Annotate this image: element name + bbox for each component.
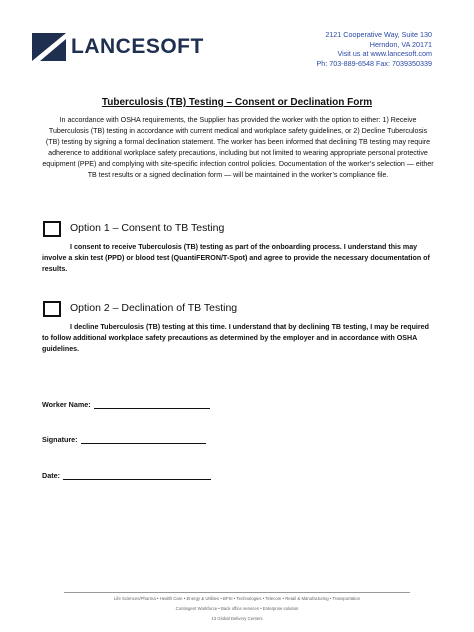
date-input[interactable] xyxy=(63,471,211,480)
form-title: Tuberculosis (TB) Testing – Consent or Declination Form xyxy=(101,97,373,108)
address-line1: 2121 Cooperative Way, Suite 130 xyxy=(325,30,432,39)
logo-text: LANCESOFT xyxy=(71,35,204,58)
footer-line2: Contingent Workforce • Back office services • Enterprise solution xyxy=(175,606,299,611)
footer-divider xyxy=(64,592,410,593)
intro-paragraph: In accordance with OSHA requirements, the Supplier has provided the worker with the option to either: 1) Receive Tuberculosis (TB) testing in accordance with current medical and workplace safety guidelines, or 2) Decline Tuberculosis (TB) testing by signing a formal declination statement. The worker has been informed that declining TB testing may require adherence to additional workplace safety precautions, including but not limited to wearing appropriate personal protective equipment (PPE) and complying with site-specific infection control policies. Documentation of the worker’s selection — either TB test results or a signed declination form — will be maintained in the worker’s compliance file. xyxy=(42,116,434,179)
worker-name-input[interactable] xyxy=(94,400,210,409)
signature-field xyxy=(42,435,206,444)
phone-fax: Ph: 703-889-6548 Fax: 7039350339 xyxy=(316,58,432,68)
signature-input[interactable] xyxy=(81,435,206,444)
company-logo xyxy=(32,33,204,61)
lancesoft-logo-icon xyxy=(32,33,66,61)
option1-body: I consent to receive Tuberculosis (TB) testing as part of the onboarding process. I understand this may involve a skin test (PPD) or blood test (QuantiFERON/T-Spot) and agree to provide the necessary documentation of results. xyxy=(42,243,430,273)
signature-label: Signature: xyxy=(42,435,78,444)
date-field xyxy=(42,471,211,480)
option1-title: Option 1 – Consent to TB Testing xyxy=(70,222,225,234)
worker-name-label: Worker Name: xyxy=(42,400,91,409)
date-label: Date: xyxy=(42,471,60,480)
footer-line3: 13 Global Delivery Centers xyxy=(211,616,263,621)
option2-title: Option 2 – Declination of TB Testing xyxy=(70,302,238,314)
option1-checkbox[interactable] xyxy=(43,221,61,237)
company-address xyxy=(317,30,433,68)
option2-checkbox[interactable] xyxy=(43,301,61,317)
website-link[interactable]: Visit us at www.lancesoft.com xyxy=(337,49,432,59)
option2-body: I decline Tuberculosis (TB) testing at this time. I understand that by declining TB testing, I may be required to follow additional workplace safety precautions as determined by the employer and in accordance with OSHA guidelines. xyxy=(42,323,429,353)
address-line2: Herndon, VA 20171 xyxy=(369,39,432,49)
worker-name-field xyxy=(42,400,210,409)
footer-line1: Life Sciences/Pharma • Health Care • Energy & Utilities • BFSI • Technologies • Telecom • Retail & Manufacturing • Transportation xyxy=(113,596,361,601)
